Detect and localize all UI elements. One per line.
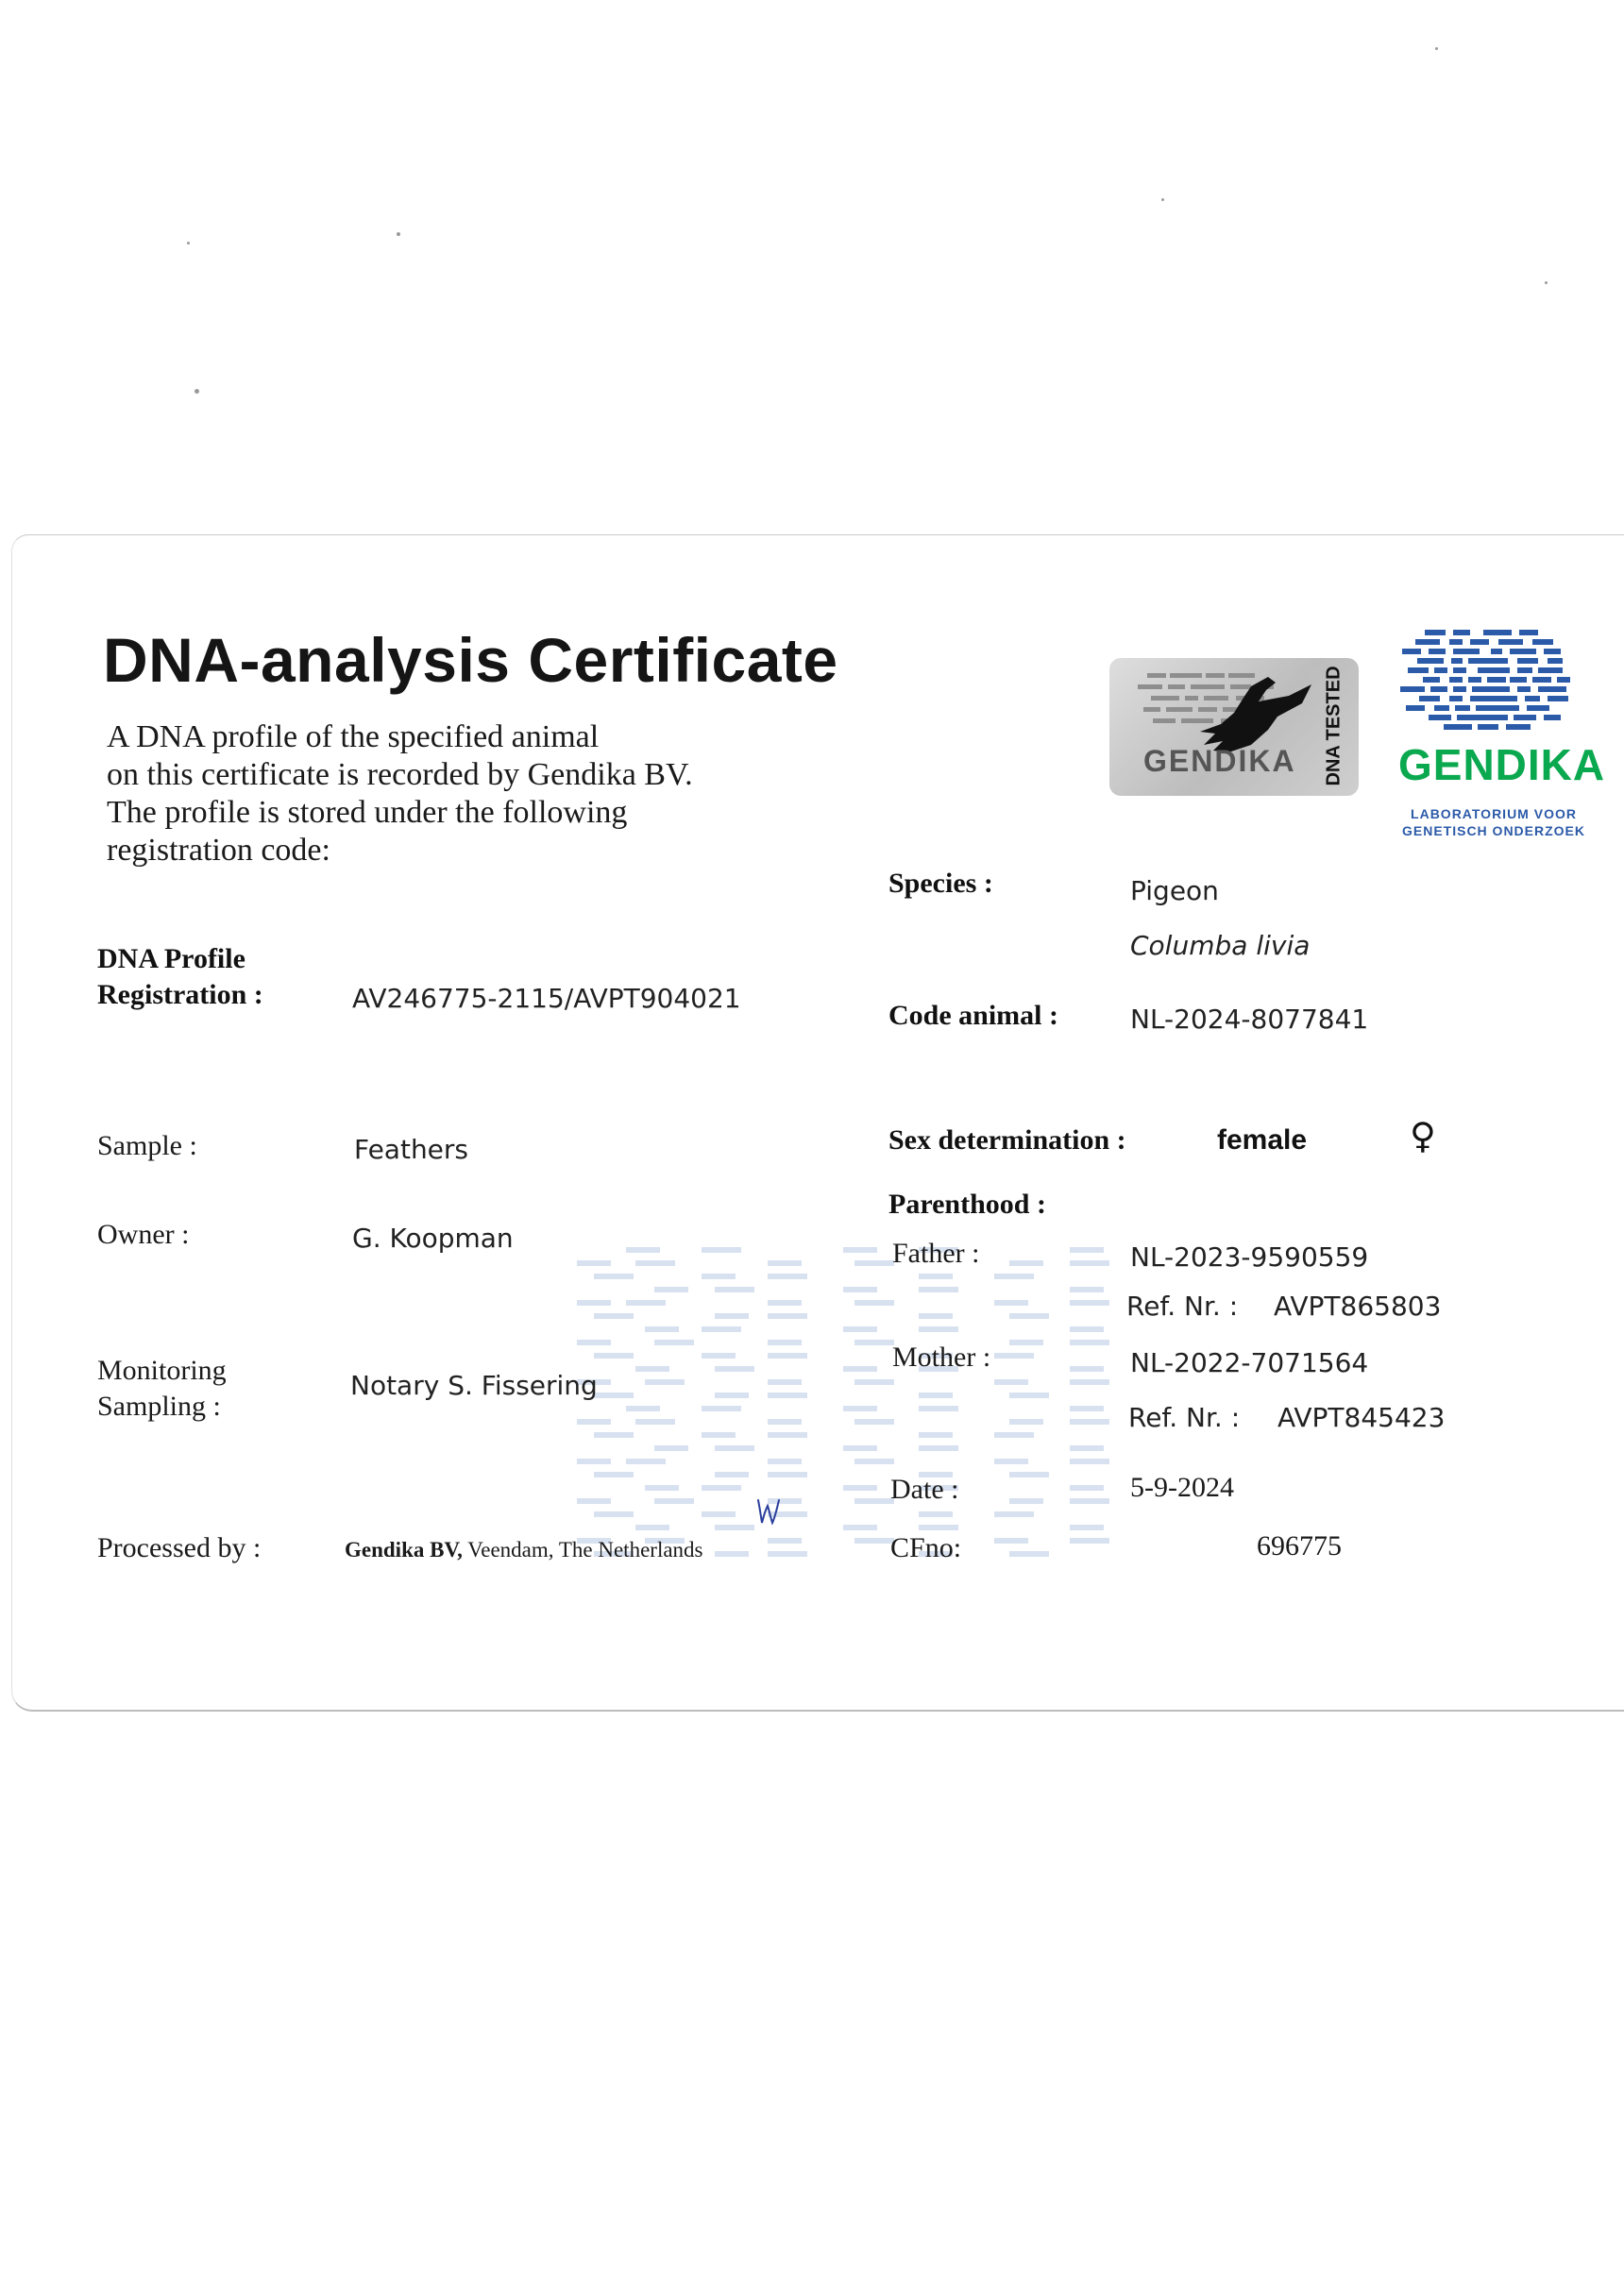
monitoring-value: Notary S. Fissering — [350, 1370, 598, 1401]
logo-bar — [594, 1274, 634, 1279]
logo-bar — [1406, 705, 1425, 711]
badge-vertical-text: DNA TESTED — [1323, 666, 1345, 786]
logo-bar — [715, 1366, 754, 1372]
badge-word: GENDIKA — [1143, 744, 1296, 778]
logo-bar — [854, 1300, 894, 1306]
logo-bar — [1070, 1366, 1104, 1372]
logo-bar — [626, 1300, 666, 1306]
logo-bar — [1070, 1300, 1109, 1306]
logo-bar — [1532, 677, 1551, 683]
logo-bar — [715, 1551, 749, 1557]
processed-value — [345, 1538, 703, 1562]
logo-bar — [1429, 649, 1446, 654]
intro-line: The profile is stored under the following — [107, 795, 628, 830]
logo-bar — [919, 1393, 953, 1398]
logo-bar — [1009, 1260, 1043, 1266]
logo-bar — [843, 1525, 877, 1530]
logo-bar — [654, 1445, 688, 1451]
logo-bar — [1557, 677, 1570, 683]
logo-bar — [594, 1432, 634, 1438]
sample-label: Sample : — [97, 1130, 197, 1161]
logo-bar — [768, 1538, 802, 1544]
logo-bar — [1402, 649, 1421, 654]
logo-bar — [1009, 1393, 1049, 1398]
logo-bar — [1510, 677, 1527, 683]
logo-bar — [919, 1445, 958, 1451]
logo-bar — [1425, 630, 1446, 635]
logo-bar — [1491, 649, 1502, 654]
logo-bar — [715, 1393, 749, 1398]
logo-bar — [1548, 658, 1563, 664]
logo-bar — [715, 1525, 754, 1530]
scan-speck — [397, 232, 400, 236]
logo-bar — [994, 1432, 1034, 1438]
logo-bar — [1070, 1498, 1109, 1504]
monitoring-label — [97, 1353, 227, 1425]
logo-bar — [854, 1459, 894, 1464]
logo-bar — [626, 1406, 660, 1411]
logo-bar — [1429, 715, 1451, 720]
logo-bar — [702, 1485, 741, 1491]
logo-bar — [626, 1459, 666, 1464]
logo-bar — [768, 1459, 802, 1464]
logo-bar — [768, 1274, 807, 1279]
brand-subtitle-line: LABORATORIUM VOOR — [1411, 806, 1577, 821]
certificate-title: DNA-analysis Certificate — [103, 625, 838, 695]
logo-bar — [1498, 639, 1523, 645]
intro-line: registration code: — [107, 833, 330, 868]
cfno-label: CFno: — [890, 1532, 962, 1563]
logo-bar — [715, 1313, 749, 1319]
logo-bar — [702, 1511, 736, 1517]
logo-bar — [1070, 1287, 1104, 1292]
processed-location: Veendam, The Netherlands — [462, 1538, 703, 1562]
logo-bar — [594, 1393, 634, 1398]
monitoring-label-line: Monitoring — [97, 1355, 227, 1386]
logo-bar — [1417, 658, 1444, 664]
father-label: Father : — [892, 1238, 980, 1269]
logo-bar — [594, 1313, 634, 1319]
logo-bar — [1453, 686, 1466, 692]
logo-bar — [577, 1498, 611, 1504]
registration-value: AV246775-2115/AVPT904021 — [352, 983, 741, 1014]
logo-bar — [1455, 705, 1470, 711]
logo-bar — [843, 1445, 877, 1451]
logo-bar — [768, 1353, 807, 1359]
logo-bar — [1538, 667, 1563, 673]
logo-bar — [1449, 696, 1463, 701]
logo-bar — [1517, 686, 1531, 692]
intro-line: A DNA profile of the specified animal — [107, 719, 600, 754]
logo-bar — [635, 1419, 675, 1425]
logo-bar — [843, 1247, 877, 1253]
sample-value: Feathers — [354, 1134, 469, 1165]
sex-label: Sex determination : — [888, 1124, 1126, 1156]
logo-bar — [1468, 658, 1508, 664]
owner-label: Owner : — [97, 1219, 190, 1250]
scan-speck — [1435, 47, 1438, 50]
cfno-value: 696775 — [1257, 1530, 1342, 1562]
logo-bar — [626, 1247, 660, 1253]
species-latin: Columba livia — [1130, 930, 1311, 961]
logo-bar — [577, 1459, 611, 1464]
intro-line: on this certificate is recorded by Gendika BV. — [107, 757, 693, 792]
logo-bar — [1070, 1419, 1109, 1425]
logo-bar — [645, 1326, 679, 1332]
logo-bar — [1415, 639, 1440, 645]
brand-name: GENDIKA — [1398, 740, 1606, 789]
logo-bar — [645, 1485, 679, 1491]
logo-bar — [654, 1498, 694, 1504]
logo-bar — [702, 1353, 736, 1359]
monitoring-label-line: Sampling : — [97, 1391, 221, 1422]
logo-bar — [768, 1379, 802, 1385]
logo-bar — [1544, 715, 1561, 720]
logo-bar — [635, 1525, 669, 1530]
logo-bar — [768, 1340, 802, 1345]
logo-bar — [1070, 1340, 1109, 1345]
logo-bar — [994, 1538, 1028, 1544]
logo-bar — [994, 1353, 1034, 1359]
logo-bar — [1423, 677, 1440, 683]
logo-bar — [768, 1313, 807, 1319]
watermark-logo-icon — [560, 1240, 1183, 1561]
logo-bar — [654, 1340, 694, 1345]
logo-bar — [994, 1511, 1034, 1517]
logo-bar — [1444, 724, 1472, 730]
date-value: 5-9-2024 — [1130, 1472, 1234, 1503]
logo-bar — [994, 1300, 1028, 1306]
logo-bar — [1009, 1340, 1043, 1345]
logo-bar — [1009, 1419, 1043, 1425]
female-symbol-icon: ♀ — [1410, 1115, 1436, 1156]
mother-value: NL-2022-7071564 — [1130, 1347, 1369, 1378]
logo-bar — [1538, 686, 1566, 692]
logo-bar — [1451, 658, 1463, 664]
logo-bar — [843, 1485, 877, 1491]
logo-bar — [702, 1274, 736, 1279]
code-animal-value: NL-2024-8077841 — [1130, 1004, 1369, 1035]
logo-bar — [1483, 630, 1512, 635]
logo-bar — [1548, 696, 1568, 701]
logo-bar — [1009, 1313, 1049, 1319]
handwritten-initials-icon — [753, 1493, 790, 1530]
registration-label-line: Registration : — [97, 979, 263, 1010]
brand-subtitle-line: GENETISCH ONDERZOEK — [1401, 823, 1585, 838]
logo-bar — [1510, 649, 1536, 654]
scan-speck — [1545, 281, 1548, 284]
species-common: Pigeon — [1130, 875, 1219, 906]
logo-bar — [577, 1340, 611, 1345]
logo-bar — [1525, 696, 1540, 701]
logo-bar — [919, 1432, 953, 1438]
logo-bar — [1070, 1525, 1104, 1530]
logo-bar — [1527, 705, 1549, 711]
logo-bar — [854, 1379, 894, 1385]
logo-bar — [1009, 1472, 1049, 1477]
parenthood-label: Parenthood : — [888, 1189, 1046, 1220]
logo-bar — [594, 1472, 634, 1477]
scan-speck — [1161, 198, 1164, 201]
logo-bar — [1476, 705, 1519, 711]
logo-bar — [994, 1459, 1028, 1464]
logo-bar — [1457, 715, 1508, 720]
logo-bar — [854, 1340, 894, 1345]
logo-bar — [1449, 639, 1463, 645]
logo-bar — [768, 1300, 802, 1306]
logo-bar — [1434, 667, 1447, 673]
logo-bar — [1478, 667, 1510, 673]
logo-bar — [768, 1260, 802, 1266]
logo-bar — [702, 1406, 741, 1411]
logo-bar — [1487, 677, 1506, 683]
logo-bar — [1514, 715, 1536, 720]
logo-bar — [919, 1287, 958, 1292]
logo-bar — [577, 1300, 611, 1306]
logo-bar — [1453, 667, 1466, 673]
logo-bar — [919, 1406, 958, 1411]
logo-bar — [1472, 686, 1510, 692]
logo-bar — [1434, 705, 1449, 711]
logo-bar — [919, 1313, 953, 1319]
certificate-intro — [107, 718, 693, 869]
father-ref-value: AVPT865803 — [1274, 1291, 1442, 1322]
logo-bar — [994, 1274, 1034, 1279]
logo-bar — [702, 1432, 736, 1438]
logo-bar — [994, 1379, 1028, 1385]
logo-bar — [919, 1274, 953, 1279]
logo-bar — [645, 1379, 685, 1385]
logo-bar — [854, 1538, 894, 1544]
logo-bar — [919, 1326, 958, 1332]
code-animal-label: Code animal : — [888, 1000, 1058, 1031]
logo-bar — [768, 1472, 807, 1477]
logo-bar — [577, 1419, 611, 1425]
logo-bar — [854, 1419, 894, 1425]
logo-bar — [843, 1366, 877, 1372]
logo-bar — [1468, 677, 1481, 683]
logo-bar — [1400, 686, 1425, 692]
logo-bar — [1070, 1379, 1109, 1385]
logo-bar — [702, 1247, 741, 1253]
logo-bar — [1070, 1247, 1104, 1253]
logo-bar — [594, 1353, 634, 1359]
mother-ref-label: Ref. Nr. : — [1128, 1402, 1241, 1433]
logo-bar — [1009, 1551, 1049, 1557]
sex-value: female — [1217, 1124, 1308, 1156]
logo-bar — [1517, 667, 1532, 673]
mother-ref-value: AVPT845423 — [1277, 1402, 1446, 1433]
logo-bar — [1070, 1485, 1104, 1491]
logo-bar — [715, 1472, 749, 1477]
logo-bar — [768, 1393, 807, 1398]
owner-value: G. Koopman — [352, 1223, 514, 1254]
processed-company: Gendika BV, — [345, 1538, 463, 1562]
logo-bar — [768, 1432, 807, 1438]
logo-bar — [1532, 639, 1553, 645]
father-value: NL-2023-9590559 — [1130, 1241, 1369, 1273]
logo-bar — [1506, 724, 1531, 730]
logo-bar — [1453, 649, 1480, 654]
logo-bar — [1430, 686, 1447, 692]
logo-bar — [1408, 667, 1429, 673]
logo-bar — [843, 1406, 877, 1411]
logo-bar — [1070, 1260, 1109, 1266]
logo-bar — [715, 1287, 754, 1292]
logo-bar — [635, 1366, 669, 1372]
logo-bar — [1419, 696, 1440, 701]
scan-speck — [195, 389, 199, 394]
processed-label: Processed by : — [97, 1532, 262, 1563]
logo-bar — [854, 1260, 894, 1266]
logo-bar — [1519, 630, 1538, 635]
logo-bar — [919, 1511, 953, 1517]
logo-bar — [1009, 1498, 1043, 1504]
species-label: Species : — [888, 868, 993, 899]
registration-label-line: DNA Profile — [97, 943, 245, 974]
logo-bar — [635, 1260, 675, 1266]
badge-vertical-label — [1315, 666, 1353, 786]
date-label: Date : — [890, 1474, 959, 1505]
logo-bar — [1070, 1326, 1104, 1332]
logo-bar — [843, 1287, 877, 1292]
scan-speck — [187, 242, 190, 245]
logo-bar — [1070, 1445, 1104, 1451]
logo-bar — [854, 1498, 894, 1504]
logo-bar — [702, 1326, 741, 1332]
logo-bar — [1478, 724, 1498, 730]
logo-bar — [1070, 1406, 1104, 1411]
logo-bar — [1070, 1459, 1109, 1464]
logo-bar — [1470, 696, 1517, 701]
logo-bar — [1070, 1538, 1109, 1544]
logo-bar — [843, 1326, 877, 1332]
mother-label: Mother : — [892, 1342, 991, 1373]
dna-tested-badge — [1109, 658, 1359, 796]
logo-bar — [1453, 630, 1470, 635]
logo-bar — [1544, 649, 1561, 654]
logo-bar — [768, 1419, 802, 1425]
logo-bar — [768, 1551, 807, 1557]
father-ref-label: Ref. Nr. : — [1126, 1291, 1239, 1322]
logo-bar — [919, 1525, 958, 1530]
logo-bar — [1449, 677, 1463, 683]
certificate-card — [11, 534, 1624, 1712]
logo-bar — [715, 1445, 754, 1451]
logo-bar — [1517, 658, 1538, 664]
logo-bar — [594, 1511, 634, 1517]
logo-bar — [577, 1260, 611, 1266]
registration-label — [97, 941, 263, 1013]
logo-bar — [654, 1287, 688, 1292]
logo-bar — [1470, 639, 1489, 645]
brand-subtitle — [1396, 805, 1591, 839]
